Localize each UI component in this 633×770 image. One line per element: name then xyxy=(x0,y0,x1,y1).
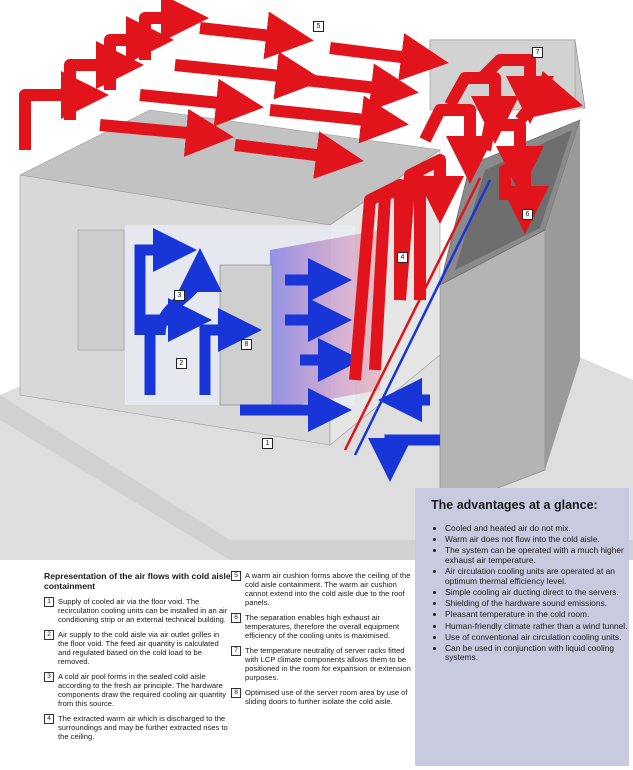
advantages-title: The advantages at a glance: xyxy=(431,498,598,512)
legend-number: 1 xyxy=(44,597,54,607)
advantage-item: • Human-friendly climate rather than a wind tunnel. xyxy=(445,622,629,632)
legend-item xyxy=(44,597,229,624)
advantages-panel xyxy=(415,488,629,766)
legend-number: 2 xyxy=(44,630,54,640)
diagram-label-7: 7 xyxy=(532,47,543,58)
advantage-item: • Cooled and heated air do not mix. xyxy=(445,524,629,534)
legend-column-left xyxy=(44,597,229,747)
advantage-item: • Simple cooling air ducting direct to the servers. xyxy=(445,588,629,598)
legend-item xyxy=(231,688,416,706)
legend-text: The extracted warm air which is discharged to the surroundings and may be further extracted rises to the ceiling. xyxy=(58,714,228,741)
diagram-label-1: 1 xyxy=(262,438,273,449)
legend-title: Representation of the air flows with cold aisle containment xyxy=(44,571,231,591)
legend-item xyxy=(44,630,229,666)
legend-text: The separation enables high exhaust air temperatures, therefore the overall equipment efficiency of the cooling units is maximised. xyxy=(245,613,400,640)
legend-column-right xyxy=(231,571,416,712)
legend-number: 7 xyxy=(231,646,241,656)
legend-item xyxy=(44,672,229,708)
legend xyxy=(44,571,414,761)
advantage-item: • Can be used in conjunction with liquid cooling systems. xyxy=(445,644,629,663)
diagram-label-4: 4 xyxy=(397,252,408,263)
advantage-item: • Warm air does not flow into the cold aisle. xyxy=(445,535,629,545)
legend-number: 8 xyxy=(231,688,241,698)
legend-text: Supply of cooled air via the floor void. The recirculation cooling units can be installed in an air conditioning strip or an external technical building. xyxy=(58,597,228,624)
advantage-item: • The system can be operated with a much higher exhaust air temperature. xyxy=(445,546,629,565)
legend-text: The temperature neutrality of server racks fitted with LCP climate components allows them to be positioned in the room for expansion or extension purposes. xyxy=(245,646,411,682)
diagram-label-3: 3 xyxy=(174,290,185,301)
diagram-label-5: 5 xyxy=(313,21,324,32)
advantage-item: • Pleasant temperature in the cold room. xyxy=(445,610,629,620)
legend-number: 5 xyxy=(231,571,241,581)
legend-text: A warm air cushion forms above the ceiling of the cold aisle containment. The warm air cushion cannot extend into the cold aisle due to the roof panels. xyxy=(245,571,411,607)
legend-item xyxy=(231,571,416,607)
advantages-list xyxy=(415,524,629,663)
advantage-item: • Shielding of the hardware sound emissions. xyxy=(445,599,629,609)
legend-number: 3 xyxy=(44,672,54,682)
legend-item xyxy=(231,646,416,682)
rack-door-left xyxy=(78,230,124,350)
advantage-item: • Air circulation cooling units are operated at an optimum thermal efficiency level. xyxy=(445,567,629,586)
legend-item xyxy=(44,714,229,741)
diagram-label-8: 8 xyxy=(241,339,252,350)
diagram-label-2: 2 xyxy=(176,358,187,369)
advantage-item: • Use of conventional air circulation cooling units. xyxy=(445,633,629,643)
diagram-label-6: 6 xyxy=(522,209,533,220)
legend-text: Air supply to the cold aisle via air outlet grilles in the floor void. The feed air quantity is calculated and regulated based on the cold load to be removed. xyxy=(58,630,220,666)
legend-text: A cold air pool forms in the sealed cold aisle according to the fresh air principle. The hardware components draw the required cooling air quantity from this source. xyxy=(58,672,227,708)
legend-number: 4 xyxy=(44,714,54,724)
legend-text: Optimised use of the server room area by use of sliding doors to further isolate the cold aisle. xyxy=(245,688,408,706)
legend-item xyxy=(231,613,416,640)
legend-number: 6 xyxy=(231,613,241,623)
